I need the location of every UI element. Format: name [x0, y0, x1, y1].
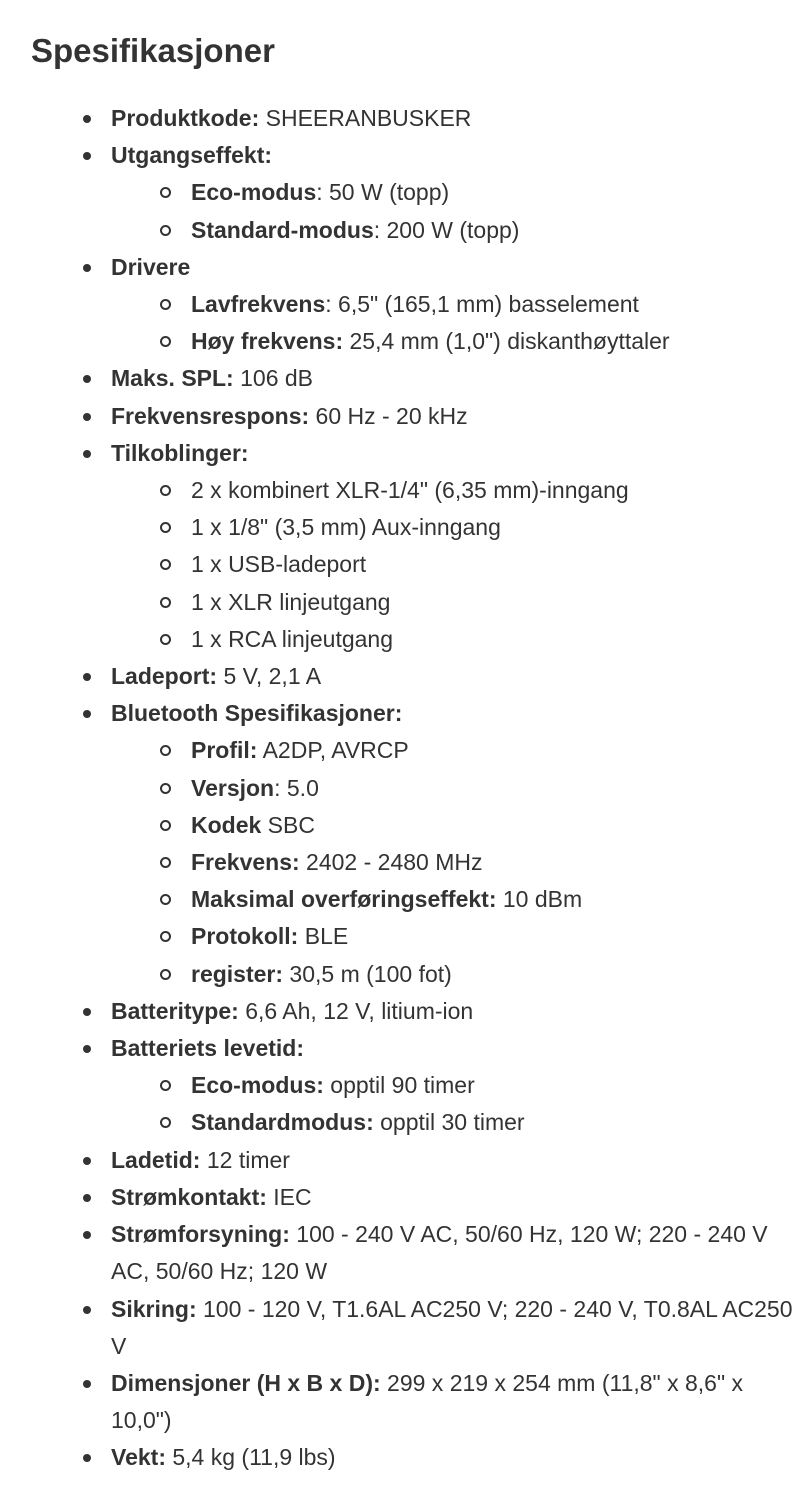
spec-label: Sikring:: [111, 1295, 197, 1322]
spec-sublabel: Eco-modus: [191, 179, 317, 206]
spec-subitem: [0, 472, 793, 509]
spec-list: [0, 100, 801, 1477]
spec-sublabel: Maksimal overføringseffekt:: [191, 886, 497, 913]
spec-subitem: [0, 509, 793, 546]
spec-label: Dimensjoner (H x B x D):: [111, 1369, 381, 1396]
spec-subvalue: SBC: [261, 811, 315, 838]
spec-subitem: [0, 844, 793, 881]
spec-subvalue: opptil 90 timer: [323, 1072, 475, 1099]
spec-sublist: [0, 174, 793, 248]
spec-sublist: [0, 286, 793, 360]
spec-subvalue: : 5.0: [274, 774, 319, 801]
spec-item: [0, 1216, 801, 1290]
spec-subitem: [0, 174, 793, 211]
spec-value: 106 dB: [233, 365, 314, 392]
spec-sublist: [0, 1067, 793, 1141]
spec-subvalue: 1 x RCA linjeutgang: [191, 625, 394, 652]
spec-subvalue: 30,5 m (100 fot): [283, 960, 452, 987]
spec-value: IEC: [266, 1183, 312, 1210]
spec-item: [0, 1030, 801, 1142]
spec-subitem: [0, 286, 793, 323]
spec-sublabel: register:: [191, 960, 284, 987]
page-title: Spesifikasjoner: [31, 32, 275, 69]
spec-value: 6,6 Ah, 12 V, litium-ion: [238, 997, 474, 1024]
spec-subvalue: : 6,5" (165,1 mm) basselement: [325, 291, 639, 318]
spec-value: SHEERANBUSKER: [259, 105, 472, 131]
spec-item: [0, 100, 801, 137]
spec-subvalue: A2DP, AVRCP: [257, 737, 409, 764]
spec-item: [0, 398, 801, 435]
spec-sublabel: Frekvens:: [191, 849, 300, 876]
spec-subitem: [0, 956, 793, 993]
spec-value: 100 - 120 V, T1.6AL AC250 V; 220 - 240 V, T0.8AL AC250 V: [111, 1295, 799, 1359]
spec-subvalue: 10 dBm: [496, 886, 583, 913]
spec-sublist: [0, 472, 793, 658]
spec-subitem: [0, 807, 793, 844]
spec-subvalue: 2402 - 2480 MHz: [299, 849, 483, 876]
spec-subitem: [0, 881, 793, 918]
spec-label: Batteritype:: [111, 997, 239, 1024]
spec-subvalue: : 200 W (topp): [373, 216, 520, 243]
spec-item: [0, 1179, 801, 1216]
spec-label: Utgangseffekt:: [111, 142, 273, 169]
spec-item: [0, 137, 801, 249]
spec-item: [0, 1365, 801, 1439]
spec-subitem: [0, 546, 793, 583]
spec-subvalue: opptil 30 timer: [373, 1109, 525, 1136]
spec-subitem: [0, 621, 793, 658]
spec-item: [0, 1142, 801, 1179]
spec-item: [0, 435, 801, 658]
spec-subitem: [0, 323, 793, 360]
spec-sublabel: Kodek: [191, 811, 262, 838]
spec-label: Vekt:: [111, 1444, 166, 1471]
spec-value: 5 V, 2,1 A: [217, 663, 322, 690]
spec-subvalue: : 50 W (topp): [316, 179, 450, 206]
spec-value: 100 - 240 V AC, 50/60 Hz, 120 W; 220 - 240 V AC, 50/60 Hz; 120 W: [111, 1221, 773, 1285]
spec-subvalue: 1 x XLR linjeutgang: [191, 588, 391, 615]
spec-item: [0, 249, 801, 361]
spec-label: Frekvensrespons:: [111, 402, 310, 429]
spec-sublabel: Lavfrekvens: [191, 291, 326, 318]
spec-label: Ladetid:: [111, 1146, 201, 1173]
spec-sublabel: Profil:: [191, 737, 258, 764]
spec-sublabel: Versjon: [191, 774, 275, 801]
spec-value: 5,4 kg (11,9 lbs): [165, 1444, 336, 1471]
spec-value: 299 x 219 x 254 mm (11,8" x 8,6" x 10,0"): [111, 1369, 750, 1434]
spec-label: Batteriets levetid:: [111, 1035, 305, 1062]
spec-value: 60 Hz - 20 kHz: [309, 402, 468, 429]
spec-item: [0, 360, 801, 397]
spec-label: Produktkode:: [111, 105, 260, 131]
spec-subitem: [0, 732, 793, 769]
spec-subitem: [0, 212, 793, 249]
spec-sublabel: Høy frekvens:: [191, 328, 344, 355]
spec-subitem: [0, 770, 793, 807]
spec-subvalue: 2 x kombinert XLR-1/4" (6,35 mm)-inngang: [191, 477, 629, 504]
spec-subitem: [0, 1104, 793, 1141]
spec-subvalue: 1 x USB-ladeport: [191, 551, 367, 578]
spec-label: Strømforsyning:: [111, 1221, 290, 1248]
spec-label: Maks. SPL:: [111, 365, 234, 392]
spec-item: [0, 695, 801, 993]
spec-subitem: [0, 584, 793, 621]
spec-subitem: [0, 918, 793, 955]
spec-value: 12 timer: [200, 1146, 290, 1173]
spec-sublabel: Protokoll:: [191, 923, 299, 950]
spec-item: [0, 993, 801, 1030]
spec-subvalue: 25,4 mm (1,0") diskanthøyttaler: [343, 328, 670, 355]
spec-sublabel: Standardmodus:: [191, 1109, 374, 1136]
spec-label: Strømkontakt:: [111, 1183, 267, 1210]
spec-sublabel: Eco-modus:: [191, 1072, 324, 1099]
spec-subitem: [0, 1067, 793, 1104]
spec-item: [0, 1439, 801, 1476]
spec-subvalue: BLE: [298, 923, 349, 950]
spec-sublist: [0, 732, 793, 992]
spec-sublabel: Standard-modus: [191, 216, 374, 243]
spec-item: [0, 658, 801, 695]
spec-subvalue: 1 x 1/8" (3,5 mm) Aux-inngang: [191, 514, 501, 541]
spec-label: Ladeport:: [111, 663, 218, 690]
spec-label: Drivere: [111, 253, 191, 280]
spec-item: [0, 1291, 801, 1365]
spec-label: Bluetooth Spesifikasjoner:: [111, 700, 403, 727]
spec-label: Tilkoblinger:: [111, 439, 249, 466]
